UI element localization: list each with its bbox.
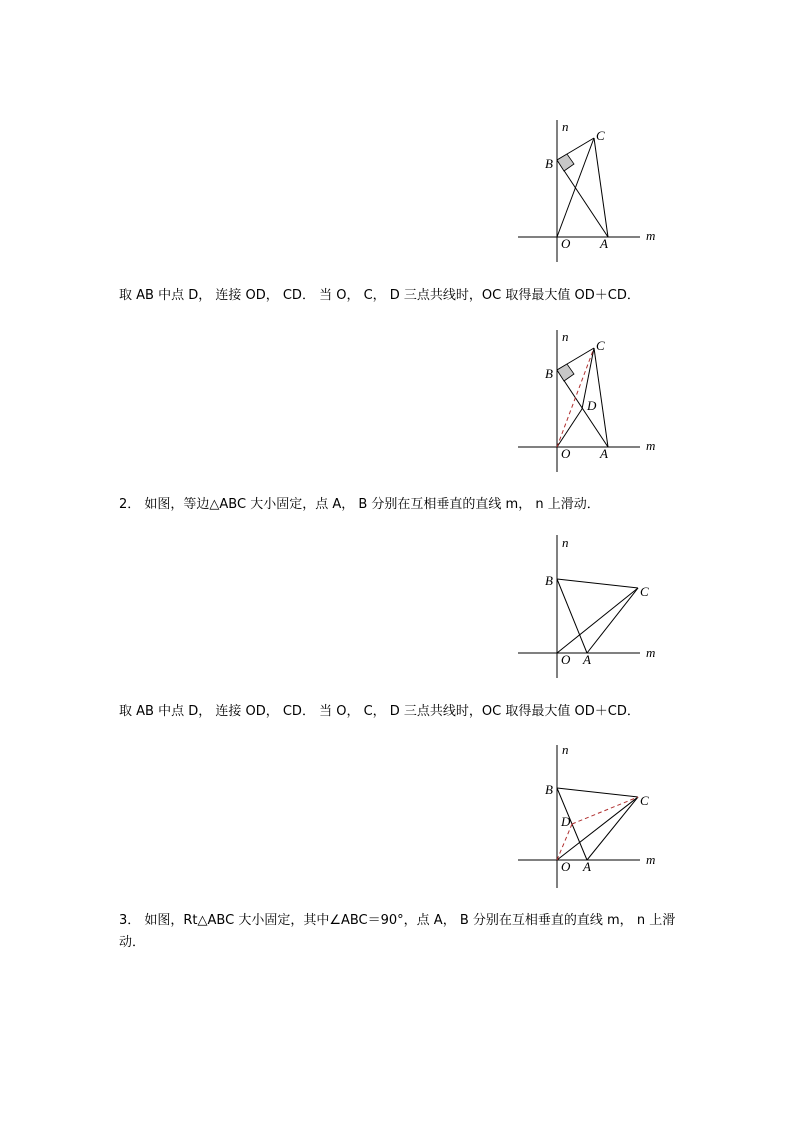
problem-3-text: 3． 如图，Rt△ABC 大小固定，其中∠ABC＝90°，点 A， B 分别在互相垂直的直线 m， n 上滑动． — [119, 913, 676, 950]
label-n: n — [562, 119, 569, 134]
solution-text-1: 取 AB 中点 D， 连接 OD， CD． 当 O， C， D 三点共线时，OC 取得最大值 OD＋CD． — [119, 288, 640, 303]
label-c: C — [596, 128, 605, 143]
label-b: B — [545, 573, 553, 588]
label-d: D — [561, 814, 571, 829]
label-c: C — [640, 793, 649, 808]
segment-oc — [557, 138, 594, 237]
figure-2 — [505, 320, 665, 480]
label-n: n — [562, 742, 569, 757]
label-m: m — [646, 645, 656, 660]
right-angle-mark — [557, 154, 574, 171]
label-a: A — [600, 236, 608, 251]
label-o: O — [561, 236, 571, 251]
figure-3 — [505, 528, 665, 688]
solution-text-2: 取 AB 中点 D， 连接 OD， CD． 当 O， C， D 三点共线时，OC 取得最大值 OD＋CD． — [119, 704, 640, 719]
label-d: D — [587, 398, 597, 413]
label-a: A — [583, 652, 591, 667]
label-m: m — [646, 438, 656, 453]
label-a: A — [583, 859, 591, 874]
figure-4 — [505, 738, 665, 898]
figure-1 — [505, 110, 665, 270]
label-m: m — [646, 228, 656, 243]
label-b: B — [545, 782, 553, 797]
label-b: B — [545, 366, 553, 381]
label-b: B — [545, 156, 553, 171]
segment-ab — [557, 160, 608, 237]
problem-2-text: 2． 如图，等边△ABC 大小固定，点 A， B 分别在互相垂直的直线 m， n 上滑动． — [119, 497, 600, 512]
label-m: m — [646, 852, 656, 867]
label-a: A — [600, 446, 608, 461]
label-n: n — [562, 329, 569, 344]
label-c: C — [640, 584, 649, 599]
label-o: O — [561, 859, 571, 874]
label-o: O — [561, 652, 571, 667]
label-c: C — [596, 338, 605, 353]
label-o: O — [561, 446, 571, 461]
label-n: n — [562, 535, 569, 550]
segment-ca — [594, 138, 608, 237]
